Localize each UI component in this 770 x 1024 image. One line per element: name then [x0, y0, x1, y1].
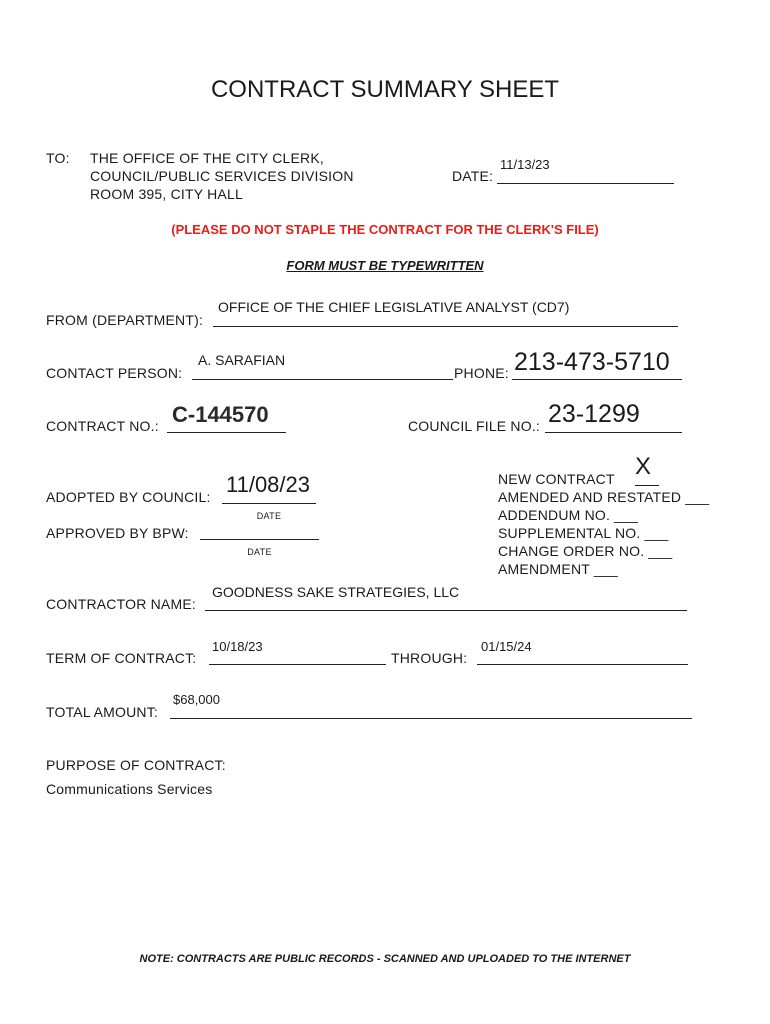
through-label: THROUGH: [391, 650, 468, 666]
purpose-label: PURPOSE OF CONTRACT: [46, 757, 226, 773]
approved-date-caption: DATE [247, 547, 272, 557]
contractor-line [205, 610, 687, 611]
change-order-option: CHANGE ORDER NO. ___ [498, 543, 673, 559]
council-file-value: 23-1299 [548, 400, 640, 428]
amended-restated-option: AMENDED AND RESTATED ___ [498, 489, 710, 505]
from-line [213, 326, 678, 327]
amendment-option: AMENDMENT ___ [498, 561, 618, 577]
contract-no-line [167, 432, 286, 433]
term-start-value: 10/18/23 [212, 639, 263, 654]
phone-value: 213-473-5710 [514, 348, 670, 376]
date-label: DATE: [452, 168, 494, 184]
adopted-label: ADOPTED BY COUNCIL: [46, 489, 211, 505]
council-file-line [545, 432, 682, 433]
approved-label: APPROVED BY BPW: [46, 525, 189, 541]
from-label: FROM (DEPARTMENT): [46, 312, 204, 328]
adopted-value: 11/08/23 [226, 472, 311, 497]
total-line [170, 718, 692, 719]
adopted-date-caption: DATE [256, 511, 282, 521]
term-start-line [209, 664, 386, 665]
page-title: CONTRACT SUMMARY SHEET [210, 76, 560, 103]
date-line [497, 183, 674, 184]
staple-warning: (PLEASE DO NOT STAPLE THE CONTRACT FOR THE CLERK'S FILE) [171, 222, 599, 237]
adopted-line [222, 503, 316, 504]
supplemental-option: SUPPLEMENTAL NO. ___ [498, 525, 669, 541]
phone-label: PHONE: [454, 365, 509, 381]
purpose-value: Communications Services [46, 781, 213, 797]
contract-no-value: C-144570 [172, 402, 269, 427]
total-label: TOTAL AMOUNT: [46, 704, 159, 720]
contractor-label: CONTRACTOR NAME: [46, 596, 196, 612]
public-records-note: NOTE: CONTRACTS ARE PUBLIC RECORDS - SCANNED AND UPLOADED TO THE INTERNET [139, 953, 631, 965]
contractor-value: GOODNESS SAKE STRATEGIES, LLC [212, 584, 460, 600]
phone-line [512, 379, 682, 380]
to-line-1: THE OFFICE OF THE CITY CLERK, [90, 150, 324, 166]
new-contract-mark: X [635, 453, 652, 480]
new-contract-label: NEW CONTRACT [498, 471, 615, 487]
contract-no-label: CONTRACT NO.: [46, 418, 159, 434]
term-end-value: 01/15/24 [481, 639, 532, 654]
contact-line [192, 379, 453, 380]
new-contract-line [635, 485, 659, 486]
addendum-option: ADDENDUM NO. ___ [498, 507, 639, 523]
typewritten-notice: FORM MUST BE TYPEWRITTEN [286, 258, 484, 273]
term-label: TERM OF CONTRACT: [46, 650, 197, 666]
to-line-3: ROOM 395, CITY HALL [90, 186, 243, 202]
contact-label: CONTACT PERSON: [46, 365, 183, 381]
term-end-line [477, 664, 688, 665]
to-label: TO: [46, 150, 70, 166]
approved-line [200, 539, 319, 540]
council-file-label: COUNCIL FILE NO.: [408, 418, 541, 434]
contact-value: A. SARAFIAN [198, 352, 286, 368]
date-value: 11/13/23 [500, 157, 550, 172]
total-value: $68,000 [173, 692, 220, 707]
from-value: OFFICE OF THE CHIEF LEGISLATIVE ANALYST (CD7) [218, 299, 570, 315]
to-line-2: COUNCIL/PUBLIC SERVICES DIVISION [90, 168, 354, 184]
